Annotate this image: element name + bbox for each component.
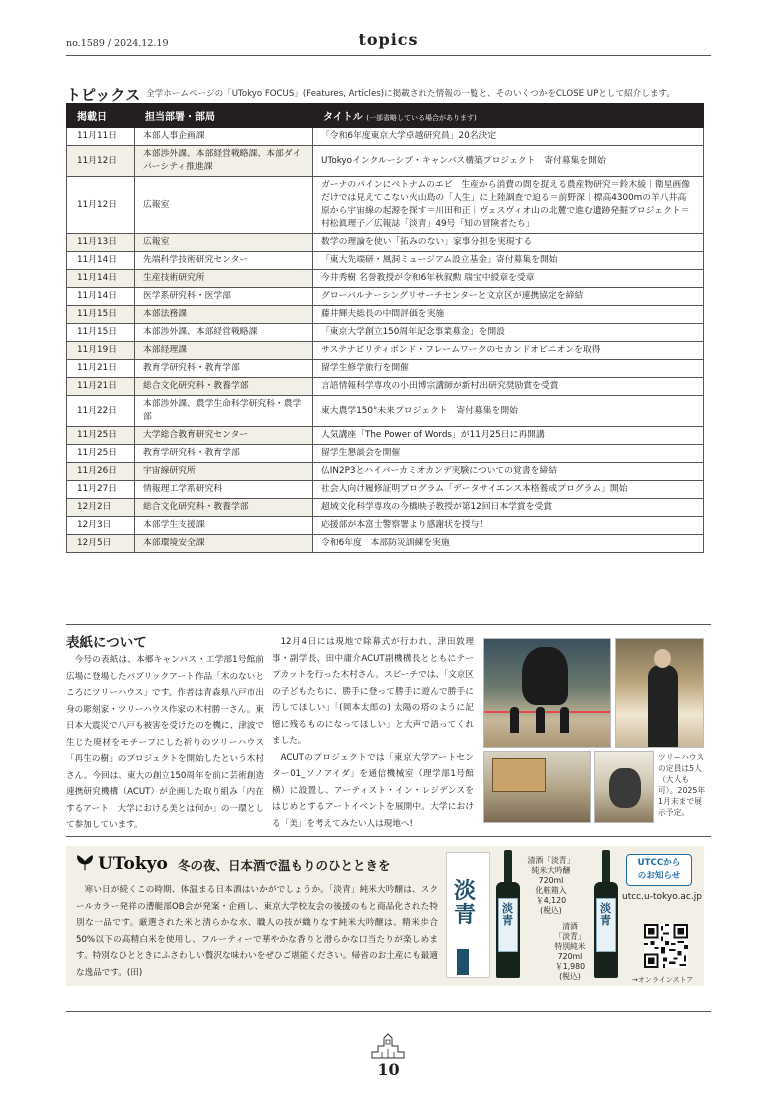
row-date: 11月21日 [67,360,135,378]
ribbon-tape [484,711,610,713]
gift-box-image [446,852,490,978]
utcc-url-link[interactable]: utcc.u-tokyo.ac.jp [622,892,702,902]
bottle-neck [602,850,610,884]
row-title-link[interactable]: 藤井輝夫総長の中間評価を実施 [313,306,704,324]
bottle-neck [504,850,512,884]
table-row [67,360,704,378]
row-date: 11月14日 [67,252,135,270]
product-1-line: 化粧箱入 [535,886,567,895]
topics-heading [66,84,711,104]
row-dept: 本部経理課 [135,342,313,360]
row-date: 11月19日 [67,342,135,360]
section-divider [66,836,711,837]
product-2-line: 720ml [557,952,583,961]
table-row [67,288,704,306]
row-dept: 本部渉外課、本部経営戦略課 [135,324,313,342]
row-dept: 大学総合教育研究センター [135,427,313,445]
table-row [67,499,704,517]
product-2-label [544,922,596,982]
row-date: 11月22日 [67,396,135,427]
row-date: 11月25日 [67,445,135,463]
row-dept: 教育学研究科・教育学部 [135,360,313,378]
product-1-label [518,856,584,916]
row-dept: 本部渉外課、農学生命科学研究科・農学部 [135,396,313,427]
product-1-price: ￥4,120 [535,896,567,905]
row-date: 11月14日 [67,270,135,288]
table-row [67,324,704,342]
row-date: 11月25日 [67,427,135,445]
row-dept: 宇宙線研究所 [135,463,313,481]
person-figure [510,707,519,733]
section-title: topics [358,30,419,49]
speaker-figure [648,665,678,748]
column-header-title-note: (一部省略している場合があります) [366,114,477,122]
topics-description: 全学ホームページの「UTokyo FOCUS」(Features, Articles)に掲載された情報の一覧と、そのいくつかをCLOSE UPとして紹介します。 [146,89,675,99]
issue-number: no.1589 / 2024.12.19 [66,38,169,49]
product-1-line: (税込) [540,906,562,915]
table-header-row [67,104,704,128]
bottle-junmai-daiginjo [496,850,520,978]
bottle-tokubetsu-junmai [594,850,618,978]
table-row [67,481,704,499]
product-1-line: 720ml [538,876,564,885]
row-date: 11月11日 [67,128,135,146]
page-header [66,26,711,56]
row-title-link[interactable]: 言語情報科学専攻の小田博宗講師が新村出研究奨励賞を受賞 [313,378,704,396]
table-row [67,270,704,288]
cover-paragraph-1: 今号の表紙は、本郷キャンパス・工学部1号館前広場に登場したパブリックアート作品「木のないところにツリーハウス」です。作者は青森県八戸市出身の彫刻家・ツリーハウス作家の木村勝一さん。東日本大震災で八戸も被害を受けたのを機に、津波で生じた廃材をモチーフにした祈りのツリーハウス「再生の樹」のプロジェクトを開始したという木村さん。今回は、東大の創立150周年を前に芸術創造連携研究機構（ACUT）が企画した取り組み「内在するアート 大学における美とは何か」の一環として参加しています。 [66,655,264,830]
row-title-link[interactable]: 令和6年度 本部防災訓練を実施 [313,535,704,553]
product-1-line: 純米大吟醸 [531,866,571,875]
row-title-link[interactable]: 「東大先端研・風洞ミュージアム設立基金」寄付募集を開始 [313,252,704,270]
row-title-link[interactable]: 今井秀樹 名誉教授が令和6年秋叙勲 瑞宝中綬章を受章 [313,270,704,288]
table-row [67,463,704,481]
row-date: 11月15日 [67,306,135,324]
table-row [67,535,704,553]
product-2-line: 「淡青」 [554,932,586,941]
ceremony-photo [483,638,611,748]
page-number: 10 [377,1060,400,1079]
promo-title: 冬の夜、日本酒で温もりのひとときを [178,858,391,873]
row-dept: 本部法務課 [135,306,313,324]
row-date: 12月3日 [67,517,135,535]
row-dept: 総合文化研究科・教養学部 [135,378,313,396]
product-2-line: 清酒 [562,922,578,931]
bottle-label [498,898,518,952]
row-date: 11月26日 [67,463,135,481]
table-row [67,146,704,177]
cover-paragraph-2: 12月4日には現地で除幕式が行われ、津田敦理事・副学長、田中庸介ACUT副機構長とともにテープカットを行った木村さん。スピーチでは、「文京区の子どもたちに、勝手に登って勝手に遊んで勝手に汚してほしい」「(岡本太郎の) 太陽の塔のように記憶に残るものになってほしい」と大声で語ってくれました。 [272,637,474,746]
speech-photo [615,638,704,748]
column-header-title-label: タイトル [323,112,363,123]
row-title-link[interactable]: 留学生懇談会を開催 [313,445,704,463]
qr-code-icon[interactable] [644,924,688,968]
table-row [67,378,704,396]
row-dept: 生産技術研究所 [135,270,313,288]
row-date: 11月21日 [67,378,135,396]
table-row [67,306,704,324]
product-1-line: 清酒「淡青」 [527,856,575,865]
table-row [67,427,704,445]
topics-table-body [67,128,704,553]
table-row [67,342,704,360]
table-row [67,128,704,146]
product-2-line: 特別純米 [554,942,586,951]
table-row [67,234,704,252]
row-dept: 本部学生支援課 [135,517,313,535]
row-title-link[interactable]: 「東京大学創立150周年記念事業募金」を開設 [313,324,704,342]
row-title-link[interactable]: 仏IN2P3とハイパーカミオカンデ実験についての覚書を締結 [313,463,704,481]
ginkgo-leaf-icon [76,854,94,872]
column-header-date: 掲載日 [67,104,135,128]
utokyo-promo-box [66,846,704,986]
signboard [492,758,546,792]
row-title-link[interactable]: 東大農学150°未来プロジェクト 寄付募集を開始 [313,396,704,427]
row-title-link[interactable]: 留学生修学旅行を開催 [313,360,704,378]
table-row [67,177,704,234]
row-title-link[interactable]: 社会人向け履修証明プログラム「データサイエンス本格養成プログラム」開始 [313,481,704,499]
treehouse-sculpture [522,647,568,705]
row-dept: 広報室 [135,177,313,234]
column-header-dept: 担当部署・部局 [135,104,313,128]
row-title-link[interactable]: サステナビリティボンド・フレームワークのセカンドオピニオンを取得 [313,342,704,360]
column-header-title [313,104,704,128]
bottle-label [596,898,616,952]
row-title-link[interactable]: 「令和6年度東京大学卓越研究員」20名決定 [313,128,704,146]
table-row [67,252,704,270]
row-title-link[interactable]: UTokyoインクルーシブ・キャンパス構築プロジェクト 寄付募集を開始 [313,146,704,177]
treehouse-shape [609,768,641,808]
cover-text-column-1 [66,652,264,834]
row-title-link[interactable]: ガーナのパインにベトナムのエビ 生産から消費の間を捉える農産物研究＝鈴木綾｜衛星画像だけでは見えてこない火山島の「人生」に上陸調査で迫る＝前野深｜標高4300mの羊八井高原から宇宙線の起源を探す＝川田和正｜ヴェスヴィオ山の北麓で進む遺跡発掘プロジェクト＝村松眞理子／広報誌「淡青」49号「知の冒険者たち」 [313,177,704,234]
row-date: 11月27日 [67,481,135,499]
row-date: 11月12日 [67,177,135,234]
table-row [67,396,704,427]
promo-body: 寒い日が続くこの時期、体温まる日本酒はいかがでしょうか。「淡青」純米大吟醸は、スクールカラー発祥の漕艇部OB会が発案・企画し、東京大学校友会の後援のもと商品化された特別な一品です。厳選された米と清らかな水、職人の技が織りなす純米大吟醸は、精米歩合50%以下の高精白米を使用し、フルーティーで華やかな香りと滑らかな口当たりが楽しめます。特別なひとときにふさわしい贅沢な味わいをぜひご堪能ください。帰省のお土産にも最適な逸品です。(田) [76,885,438,978]
topics-title: トピックス [66,86,141,104]
row-title-link[interactable]: 数学の理論を使い「拓みのない」家事分担を実現する [313,234,704,252]
cover-paragraph-3: ACUTのプロジェクトでは「東京大学アートセンター01_ソノアイダ」を通信機械室（理学部1号館横）に設置し、アーティスト・イン・レジデンスをはじめとするアートイベントを展開中。大学における「美」を考えてみたい人は現地へ! [272,752,474,829]
row-dept: 本部渉外課、本部経営戦略課、本部ダイバーシティ推進課 [135,146,313,177]
topics-table [66,103,704,553]
online-store-note: →オンラインストア [632,976,694,984]
signboard-photo [483,751,591,823]
row-dept: 先端科学技術研究センター [135,252,313,270]
person-figure [536,707,545,733]
utcc-line: のお知らせ [637,871,681,881]
product-2-line: (税込) [559,972,581,981]
cover-text-column-2 [272,634,474,832]
row-dept: 教育学研究科・教育学部 [135,445,313,463]
treehouse-interior-photo [594,751,654,823]
table-row [67,445,704,463]
row-title-link[interactable]: グローバルナーシングリサーチセンターと文京区が連携協定を締結 [313,288,704,306]
row-dept: 医学系研究科・医学部 [135,288,313,306]
row-title-link[interactable]: 人気講座「The Power of Words」が11月25日に再開講 [313,427,704,445]
utcc-line: UTCCから [637,858,681,868]
person-figure [560,707,569,733]
bottle-label-text: 淡青 [502,902,513,927]
row-dept: 広報室 [135,234,313,252]
table-row [67,517,704,535]
product-2-price: ￥1,980 [554,962,586,971]
utokyo-logo [76,854,168,874]
row-dept: 本部環境安全課 [135,535,313,553]
footer-divider [66,1011,711,1012]
photo-caption: ツリーハウスの定員は5人（大人も可）。2025年1月末まで展示予定。 [658,753,706,817]
row-date: 11月15日 [67,324,135,342]
row-title-link[interactable]: 応援部が本富士警察署より感謝状を授与！ [313,517,704,535]
box-strip [457,949,469,975]
row-date: 11月12日 [67,146,135,177]
utokyo-logo-text: UTokyo [98,854,168,874]
row-date: 11月14日 [67,288,135,306]
speaker-head [654,649,671,668]
cover-title: 表紙について [66,635,147,651]
row-date: 12月2日 [67,499,135,517]
section-divider [66,624,711,625]
row-dept: 本部人事企画課 [135,128,313,146]
gift-box-label: 淡青 [454,878,477,928]
row-dept: 情報理工学系研究科 [135,481,313,499]
utcc-notice-badge [626,854,692,886]
row-title-link[interactable]: 超域文化科学専攻の今橋映子教授が第12回日本学賞を受賞 [313,499,704,517]
row-dept: 総合文化研究科・教養学部 [135,499,313,517]
row-date: 11月13日 [67,234,135,252]
yasuda-auditorium-icon [368,1032,408,1060]
bottle-label-text: 淡青 [600,902,611,927]
row-date: 12月5日 [67,535,135,553]
